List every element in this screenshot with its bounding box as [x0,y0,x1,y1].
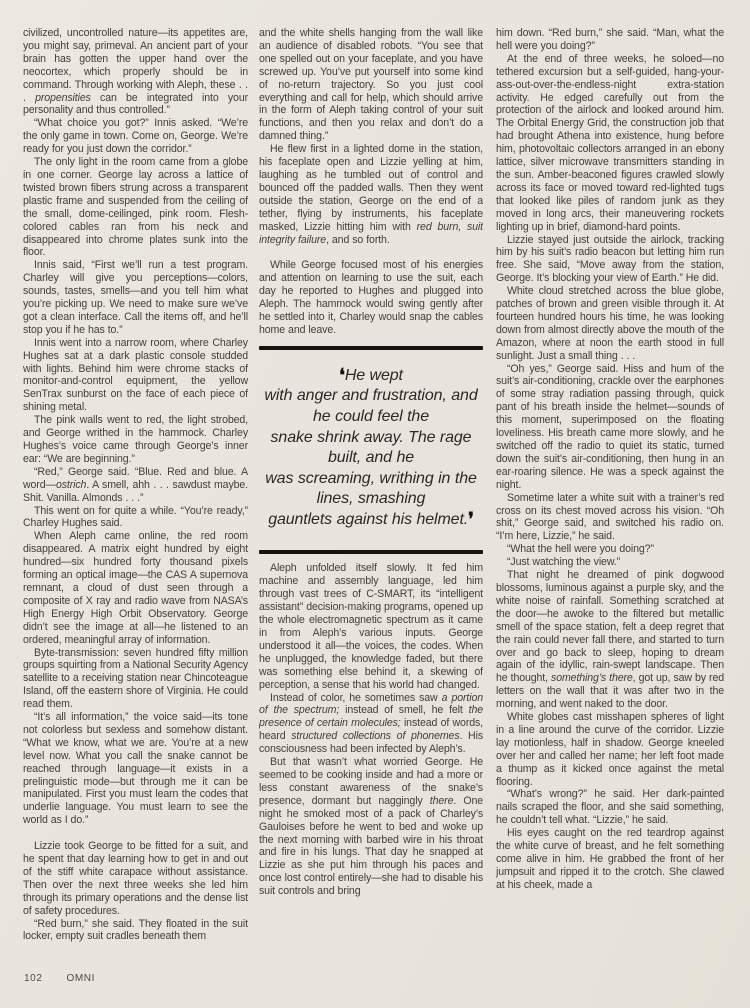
paragraph [496,569,724,711]
body-text: . A smell, ahh . . . sawdust maybe. Shit. Vanilla. Almonds . . .” [23,478,248,504]
text-column-middle [259,27,483,971]
body-text: , and so forth. [326,233,390,246]
body-text: When Aleph came online, the red room disappeared. A matrix eight hundred by eight hundred—six hundred forty thousand pixels forming an optical image—the CAS A supernova remnant, a cloud of dust seen through a composite of X ray and radio wave from NASA’s High Energy High Orbit Observatory. George didn’t see the image at all—he listened to an ordered, meaningful array of information. [23,530,248,646]
body-text: His eyes caught on the red teardrop against the white curve of breast, and he felt something come alive in him. He grabbed the front of her jumpsuit and ripped it to the crotch. She clawed at his cheek, made a [496,827,724,891]
italic-text: there [429,794,454,807]
italic-text: something’s there [551,672,633,685]
text-column-right [496,27,724,971]
paragraph [23,259,248,336]
body-text: The only light in the room came from a globe in one corner. George lay across a lattice of twisted brown fibers strung across a transparent plastic frame and suspended from the ceiling of the small, dome-ceilinged, pink room. Flesh-colored cables ran from his neck and disappeared into chrome plates sunk into the floor. [23,156,248,259]
open-quote-icon: ❛ [339,364,345,385]
body-text: . One night he smoked most of a pack of Charley’s Gauloises before he went to bed and woke up the next morning with barbed wire in his throat and fire in his lungs. That day he snapped at Lizzie as she put him through his paces and once lost control entirely—she had to disable his suit controls and bring [259,794,483,898]
body-text: “What choice you got?” Innis asked. “We’re the only game in town. Come on, George. We’re ready for you just down the corridor.” [23,117,248,156]
paragraph [496,556,724,569]
body-text: This went on for quite a while. “You’re ready,” Charley Hughes said. [23,504,248,530]
paragraph [259,27,483,143]
paragraph [496,543,724,556]
body-text: Sometime later a white suit with a trainer’s red cross on its chest moved across his vision. “Oh shit,” George said, and switched his radio on. “I’m here, Lizzie,” he said. [496,491,724,543]
body-text: While George focused most of his energies and attention on learning to use the suit, each day he reported to Hughes and plugged into Aleph. The hammock would swing gently after he settled into it, Charley would snap the cables home and leave. [259,259,483,336]
italic-text: ostrich [55,478,87,491]
paragraph [496,363,724,492]
body-text: . His consciousness had been infected by Aleph’s. [259,730,483,756]
paragraph [23,414,248,466]
italic-text: the presence of certain molecules; [259,704,483,730]
paragraph [496,788,724,827]
body-text: Byte-transmission: seven hundred fifty million groups squirting from a National Security Agency satellite to a receiving station near Chincoteague Island, off the eastern shore of Virginia. He could read them. [23,646,248,711]
body-text: “What the hell were you doing?” [507,543,654,556]
paragraph [496,285,724,362]
paragraph [23,505,248,531]
section-break [23,827,248,840]
body-text: The pink walls went to red, the light strobed, and George writhed in the hammock. Charley Hughes’s voice came through George’s inner ear: “We are beginning.” [23,414,248,465]
body-text: “Red burn,” she said. They floated in the suit locker, empty suit cradles beneath them [23,917,248,943]
body-text: At the end of three weeks, he soloed—no tethered excursion but a self-guided, hang-your-ass-out-over-the-endless-night extra-station activity. He edged carefully out from the protection of the airlock and looked around him. The Orbital Energy Grid, the construction job that had brought Athena into existence, hung before him, photovoltaic collectors arranged in an ebony lattice, silver microwave transmitters standing in the sun. Amber-beaconed figures crawled slowly across its face or moved toward red-lighted tugs that looked like piles of random junk as they moved in long arcs, their maneuvering rockets lighting up in brief, diamond-hard points. [496,52,724,233]
body-text: and the white shells hanging from the wall like an audience of disabled robots. “You see that one spelled out on your faceplate, and you have screwed up. You’ve put yourself into some kind of no-return trajectory. So you just cool everything and call for help, which should arrive in the form of Aleph taking control of your suit functions, and then you relax and don’t do a damned thing.” [259,27,483,143]
paragraph [23,711,248,827]
body-text: instead of words, heard [259,717,483,743]
paragraph [496,492,724,544]
paragraph [23,466,248,505]
page-number: 102 [24,973,43,984]
paragraph [496,827,724,892]
pull-quote-line: lines, smashing [316,490,426,508]
paragraph [496,27,724,53]
body-text: Innis said, “First we’ll run a test program. Charley will give you perceptions—colors, sounds, tastes, smells—and you tell him what you’re picking up. We need to make sure we’ve got a clean interface. Call the items off, and he’ll stop you if he has to.” [23,259,248,336]
body-text: “What’s wrong?” he said. Her dark-painted nails scraped the floor, and she said something, he couldn’t tell what. “Lizzie,” he said. [496,788,724,827]
text-column-left [23,27,248,971]
body-text: Instead of color, he sometimes saw [270,691,442,704]
body-text: civilized, uncontrolled nature—its appetites are, you might say, primeval. An ancient part of your brain has gotten the upper hand over the neocortex, which properly should be in command. Through working with Aleph, these . . . [23,27,248,104]
close-quote-icon: ❜ [468,508,474,529]
paragraph [23,918,248,944]
paragraph [23,647,248,712]
body-text: instead of smell, he felt [339,704,469,717]
section-rule [259,550,483,554]
body-text: “Just watching the view.” [507,556,621,569]
body-text: can be integrated into your personality and thus controlled.” [23,91,248,117]
body-text: “Oh yes,” George said. Hiss and hum of the suit’s air-conditioning, crackle over the earphones of some stray radiation passing through, quick pant of his breath inside the helmet—sounds of this moment, superimposed on the floating loveliness. His breath came more slowly, and he switched off the radio to quiet its static, turned down the suit’s air-conditioning, then hung in an ear-roaring silence. He was a speck against the night. [496,362,724,491]
body-text: He flew first in a lighted dome in the station, his faceplate open and Lizzie yelling at him, laughing as he tumbled out of control and bounced off the padded walls. Then they went outside the station, George on the end of a tether, flying by instruments, his faceplate masked, Lizzie hitting him with [259,143,483,233]
pull-quote-line: gauntlets against his helmet.❜ [268,508,474,529]
page-footer [24,973,95,985]
paragraph [259,259,483,336]
body-text: him down. “Red burn,” she said. “Man, what the hell were you doing?” [496,27,724,52]
pull-quote-line: was screaming, writhing in the [265,469,477,487]
pull-quote-line: ❛He wept [339,364,403,385]
paragraph [259,143,483,246]
paragraph [23,117,248,156]
italic-text: propensities [35,91,91,104]
body-text: White globes cast misshapen spheres of light in a line around the curve of the corridor. Lizzie lay motionless, half in shadow. George kneeled over her and called her name; her left foot made a thump as it kicked once against the metal flooring. [496,711,724,788]
paragraph [23,840,248,917]
paragraph [496,53,724,234]
paragraph [23,530,248,646]
body-text: , got up, saw by red letters on the wall that it was after two in the morning, and went naked to the door. [496,672,724,711]
paragraph [259,562,483,691]
italic-text: a portion of the spectrum; [259,691,483,717]
pull-quote-line: he could feel the [313,407,429,425]
pull-quote-line: built, and he [327,449,415,467]
italic-text: structured collections of phonemes [291,730,460,743]
body-text: Lizzie stayed just outside the airlock, tracking him by his suit’s radio beacon but letting him run free. She said, “Move away from the station, George. It’s blocking your view of Earth.” He did. [496,233,724,285]
body-text: But that wasn’t what worried George. He seemed to be cooking inside and had a more or less constant awareness of the snake’s presence, dormant but naggingly [259,756,483,807]
paragraph [496,711,724,788]
body-text: Aleph unfolded itself slowly. It fed him machine and assembly language, led him through vast trees of C-SMART, its “intelligent assistant” decision-making programs, opened up the whole electromagnetic spectrum as it came in from Aleph’s various inputs. George understood it all—the voices, the codes. When he unplugged, the knowledge faded, but there was something else behind it, a skewing of perception, a sense that his world had changed. [259,562,483,691]
pull-quote [259,366,483,531]
pull-quote-line: snake shrink away. The rage [270,428,472,446]
paragraph [496,234,724,286]
body-text: White cloud stretched across the blue globe, patches of brown and green visible through it. At fourteen hundred hours his time, he was looking down from almost directly above the mouth of the Amazon, where at noon the earth stood in full sunlight. Just a small thing . . . [496,285,724,362]
body-text: That night he dreamed of pink dogwood blossoms, luminous against a purple sky, and the white noise of rainfall. Something scratched at the door—he awoke to the filtered but metallic smell of the space station, felt a deep regret that the rain could never fall there, and started to turn over and go back to sleep, hoping to dream again of the idyllic, rain-swept landscape. Then he thought, [496,569,724,685]
body-text: Lizzie took George to be fitted for a suit, and he spent that day learning how to get in and out of the stiff white carapace without assistance. Then over the next three weeks she led him through its primary operations and the dense list of safety procedures. [23,840,248,917]
body-text: “Red,” George said. “Blue. Red and blue. A word— [23,465,248,491]
paragraph [259,756,483,898]
body-text: Innis went into a narrow room, where Charley Hughes sat at a dark plastic console studded with lights. Behind him were chrome stacks of monitor-and-control equipment, the yellow SenTrax sunburst on the face of each piece of shining metal. [23,336,248,414]
section-rule [259,346,483,350]
pull-quote-line: with anger and frustration, and [264,387,478,405]
section-break [259,246,483,259]
paragraph [259,692,483,757]
paragraph [23,156,248,259]
body-text: “It’s all information,” the voice said—its tone not colorless but sexless and somehow distant. “What we know, what we are. You’re at a new level now. What you call the snake cannot be reached through language—it exists in a prelinguistic mode—but through me it can be manipulated. First you must learn the codes that underlie language. You must learn to see the world as I do.” [23,711,248,827]
paragraph [23,27,248,117]
paragraph [23,337,248,414]
italic-text: red burn, suit integrity failure [259,220,483,246]
magazine-name: OMNI [66,973,96,984]
